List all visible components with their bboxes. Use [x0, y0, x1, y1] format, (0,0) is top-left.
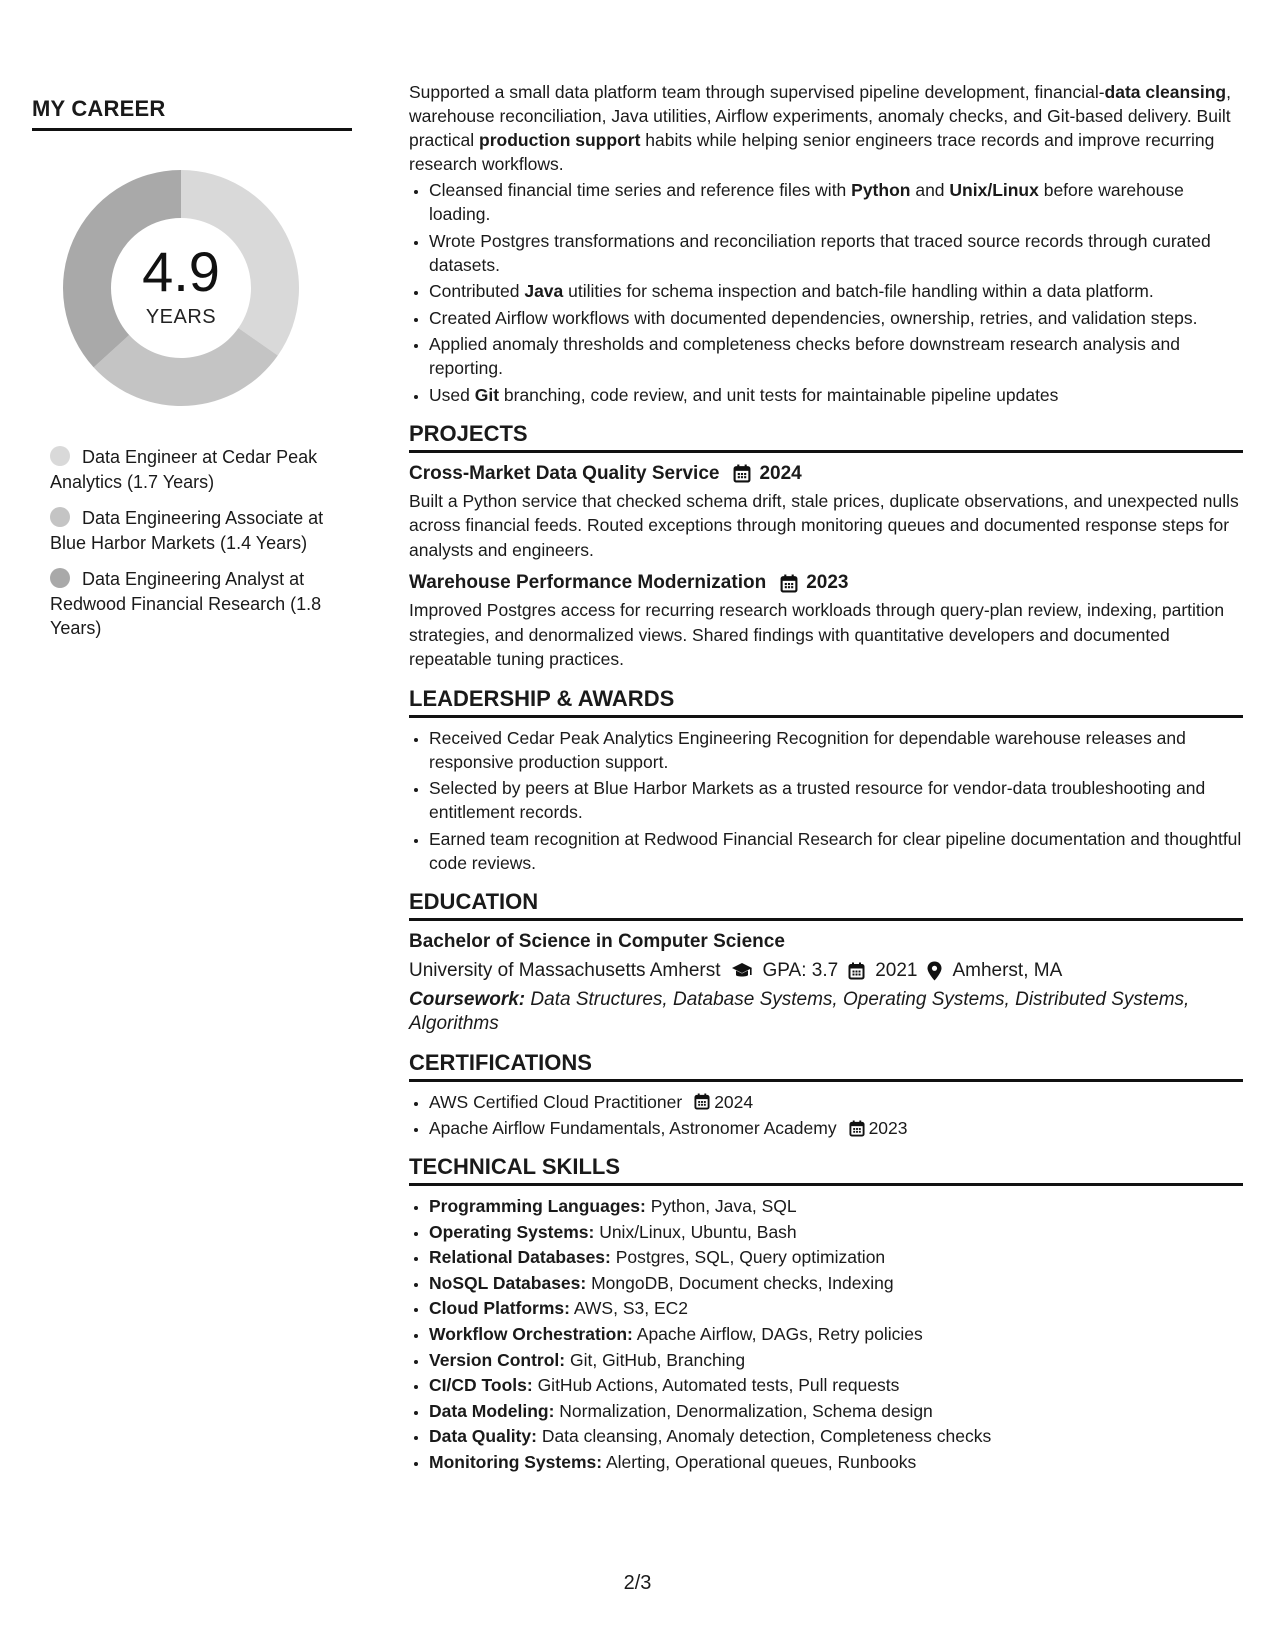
experience-bullet: [429, 383, 1243, 407]
bold-text: Python: [851, 180, 911, 200]
text-run: , warehouse reconciliation, Java utilities, Airflow experiments, anomaly checks, and Git-based delivery. Built practical: [409, 82, 1231, 150]
skill-item: [429, 1424, 1243, 1448]
education-title: EDUCATION: [409, 889, 1243, 921]
career-legend-item: [50, 506, 330, 555]
skill-category: Relational Databases:: [429, 1247, 611, 1268]
leadership-item: • Selected by peers at Blue Harbor Markets as a trusted resource for vendor-data troubleshooting and entitlement records.: [429, 776, 1243, 824]
skill-values: Alerting, Operational queues, Runbooks: [602, 1451, 917, 1472]
legend-swatch: [50, 568, 70, 588]
calendar-icon: [849, 1120, 865, 1137]
skill-item: [429, 1220, 1243, 1244]
leadership-title: LEADERSHIP & AWARDS: [409, 686, 1243, 718]
leadership-item: • Earned team recognition at Redwood Financial Research for clear pipeline documentation and thoughtful code reviews.: [429, 827, 1243, 875]
certifications-title: CERTIFICATIONS: [409, 1050, 1243, 1082]
calendar-icon: [848, 962, 865, 980]
certification-item: [429, 1116, 1243, 1140]
skills-title: TECHNICAL SKILLS: [409, 1154, 1243, 1186]
text-run: habits while helping senior engineers trace records and improve recurring research workflows.: [409, 130, 1215, 174]
total-years-value: 4.9: [142, 239, 220, 303]
project-heading: [409, 572, 1243, 594]
skill-values: Apache Airflow, DAGs, Retry policies: [632, 1323, 923, 1344]
project-name: Cross-Market Data Quality Service: [409, 462, 720, 484]
legend-label: Data Engineer at Cedar Peak Analytics (1.7 Years): [50, 447, 318, 492]
skill-item: [429, 1296, 1243, 1320]
education-year: 2021: [875, 959, 918, 981]
project-description: Improved Postgres access for recurring research workloads through query-plan review, indexing, partition strategies, and denormalized views. Shared findings with quantitative developers and documented repeatable tuning practices.: [409, 600, 1225, 669]
skill-category: Workflow Orchestration:: [429, 1323, 633, 1344]
coursework-list: Data Structures, Database Systems, Operating Systems, Distributed Systems, Algorithms: [409, 988, 1190, 1034]
project-name: Warehouse Performance Modernization: [409, 572, 767, 593]
skill-values: Unix/Linux, Ubuntu, Bash: [594, 1221, 797, 1242]
leadership-item: • Received Cedar Peak Analytics Engineering Recognition for dependable warehouse releases and responsive production support.: [429, 726, 1243, 774]
skill-item: [429, 1245, 1243, 1269]
experience-summary: [409, 80, 1243, 176]
calendar-icon: [780, 574, 798, 593]
skill-category: Data Modeling:: [429, 1400, 555, 1421]
legend-label: Data Engineering Analyst at Redwood Financial Research (1.8 Years): [50, 569, 322, 638]
career-title: MY CAREER: [32, 96, 352, 131]
certification-item: [429, 1090, 1243, 1114]
bold-text: production support: [479, 130, 641, 150]
skill-category: Cloud Platforms:: [429, 1298, 570, 1319]
legend-label: Data Engineering Associate at Blue Harbor Markets (1.4 Years): [50, 508, 324, 553]
main-content: [409, 80, 1243, 1476]
project-year: 2023: [806, 572, 849, 593]
education-coursework: [409, 988, 1243, 1036]
bold-text: Java: [524, 281, 564, 301]
projects-list: [409, 463, 1243, 672]
project-heading: [409, 463, 1243, 485]
skill-values: Git, GitHub, Branching: [565, 1349, 746, 1370]
text-run: branching, code review, and unit tests for maintainable pipeline updates: [499, 384, 1059, 405]
skill-item: [429, 1450, 1243, 1474]
experience-bullet: [429, 229, 1243, 277]
text-run: utilities for schema inspection and batch-file handling within a data platform.: [563, 281, 1154, 301]
certification-year: 2024: [714, 1091, 754, 1112]
career-legend-item: [50, 567, 330, 641]
text-run: Supported a small data platform team through supervised pipeline development, financial-: [409, 82, 1105, 102]
total-years-unit: YEARS: [145, 305, 217, 328]
education-location: Amherst, MA: [952, 959, 1063, 981]
text-run: Wrote Postgres transformations and reconciliation reports that traced source records through curated datasets.: [429, 230, 1211, 275]
certification-name: • Apache Airflow Fundamentals, Astronomer Academy: [429, 1118, 837, 1138]
text-run: Cleansed financial time series and reference files with: [429, 180, 852, 200]
experience-bullet: [429, 332, 1243, 380]
page-number: 2/3: [623, 1572, 652, 1594]
skill-category: Programming Languages:: [429, 1196, 646, 1216]
graduation-cap-icon: [731, 962, 753, 980]
skill-item: [429, 1399, 1243, 1423]
text-run: Applied anomaly thresholds and completeness checks before downstream research analysis and reporting.: [429, 334, 1180, 378]
projects-title: PROJECTS: [409, 421, 1243, 453]
skill-values: Data cleansing, Anomaly detection, Completeness checks: [536, 1426, 992, 1447]
experience-bullet: [429, 279, 1243, 303]
education-degree: Bachelor of Science in Computer Science: [409, 930, 785, 952]
skills-list: [409, 1194, 1243, 1474]
coursework-label: Coursework:: [409, 988, 526, 1010]
donut-center: [56, 163, 306, 413]
certifications-list: [409, 1090, 1243, 1141]
text-run: and: [910, 180, 950, 200]
career-legend: [50, 445, 330, 641]
bold-text: Unix/Linux: [949, 180, 1039, 200]
education-gpa: GPA: 3.7: [762, 959, 839, 981]
skill-item: [429, 1271, 1243, 1295]
skill-category: CI/CD Tools:: [429, 1375, 533, 1396]
career-legend-item: [50, 445, 330, 494]
skill-item: [429, 1348, 1243, 1372]
skill-item: [429, 1322, 1243, 1346]
career-donut-chart: [56, 163, 306, 413]
career-sidebar: [32, 96, 352, 653]
skill-values: GitHub Actions, Automated tests, Pull requests: [532, 1375, 900, 1396]
skill-category: NoSQL Databases:: [429, 1272, 587, 1293]
skill-category: Operating Systems:: [429, 1221, 595, 1242]
education-details: [409, 960, 1243, 982]
skill-values: Postgres, SQL, Query optimization: [610, 1247, 886, 1268]
skill-item: [429, 1373, 1243, 1397]
project-description: Built a Python service that checked schema drift, stale prices, duplicate observations, and unexpected nulls across financial feeds. Routed exceptions through monitoring queues and documented response steps for analysts and engineers.: [409, 490, 1239, 560]
text-run: before warehouse loading.: [429, 180, 1184, 224]
skill-item: [429, 1194, 1243, 1218]
skill-values: MongoDB, Document checks, Indexing: [586, 1272, 894, 1293]
skill-values: Normalization, Denormalization, Schema design: [554, 1400, 933, 1421]
skill-values: Python, Java, SQL: [645, 1196, 797, 1216]
bold-text: Git: [474, 384, 500, 405]
experience-bullets: [409, 178, 1243, 407]
experience-bullet: [429, 306, 1243, 330]
map-pin-icon: [927, 961, 942, 981]
text-run: Used: [429, 384, 475, 405]
legend-swatch: [50, 446, 70, 466]
certification-name: • AWS Certified Cloud Practitioner: [429, 1091, 683, 1112]
text-run: Created Airflow workflows with documented dependencies, ownership, retries, and validation steps.: [429, 307, 1198, 328]
legend-swatch: [50, 507, 70, 527]
skill-category: Version Control:: [429, 1349, 566, 1370]
certification-year: 2023: [868, 1118, 908, 1138]
text-run: Contributed: [429, 281, 525, 301]
bold-text: data cleansing: [1104, 82, 1227, 102]
skill-category: Monitoring Systems:: [429, 1451, 603, 1472]
calendar-icon: [733, 464, 751, 483]
experience-bullet: [429, 178, 1243, 226]
project-year: 2024: [759, 462, 802, 484]
leadership-list: [409, 726, 1243, 875]
calendar-icon: [694, 1093, 710, 1110]
education-school: University of Massachusetts Amherst: [409, 959, 721, 981]
skill-values: AWS, S3, EC2: [569, 1298, 688, 1319]
skill-category: Data Quality:: [429, 1426, 537, 1447]
